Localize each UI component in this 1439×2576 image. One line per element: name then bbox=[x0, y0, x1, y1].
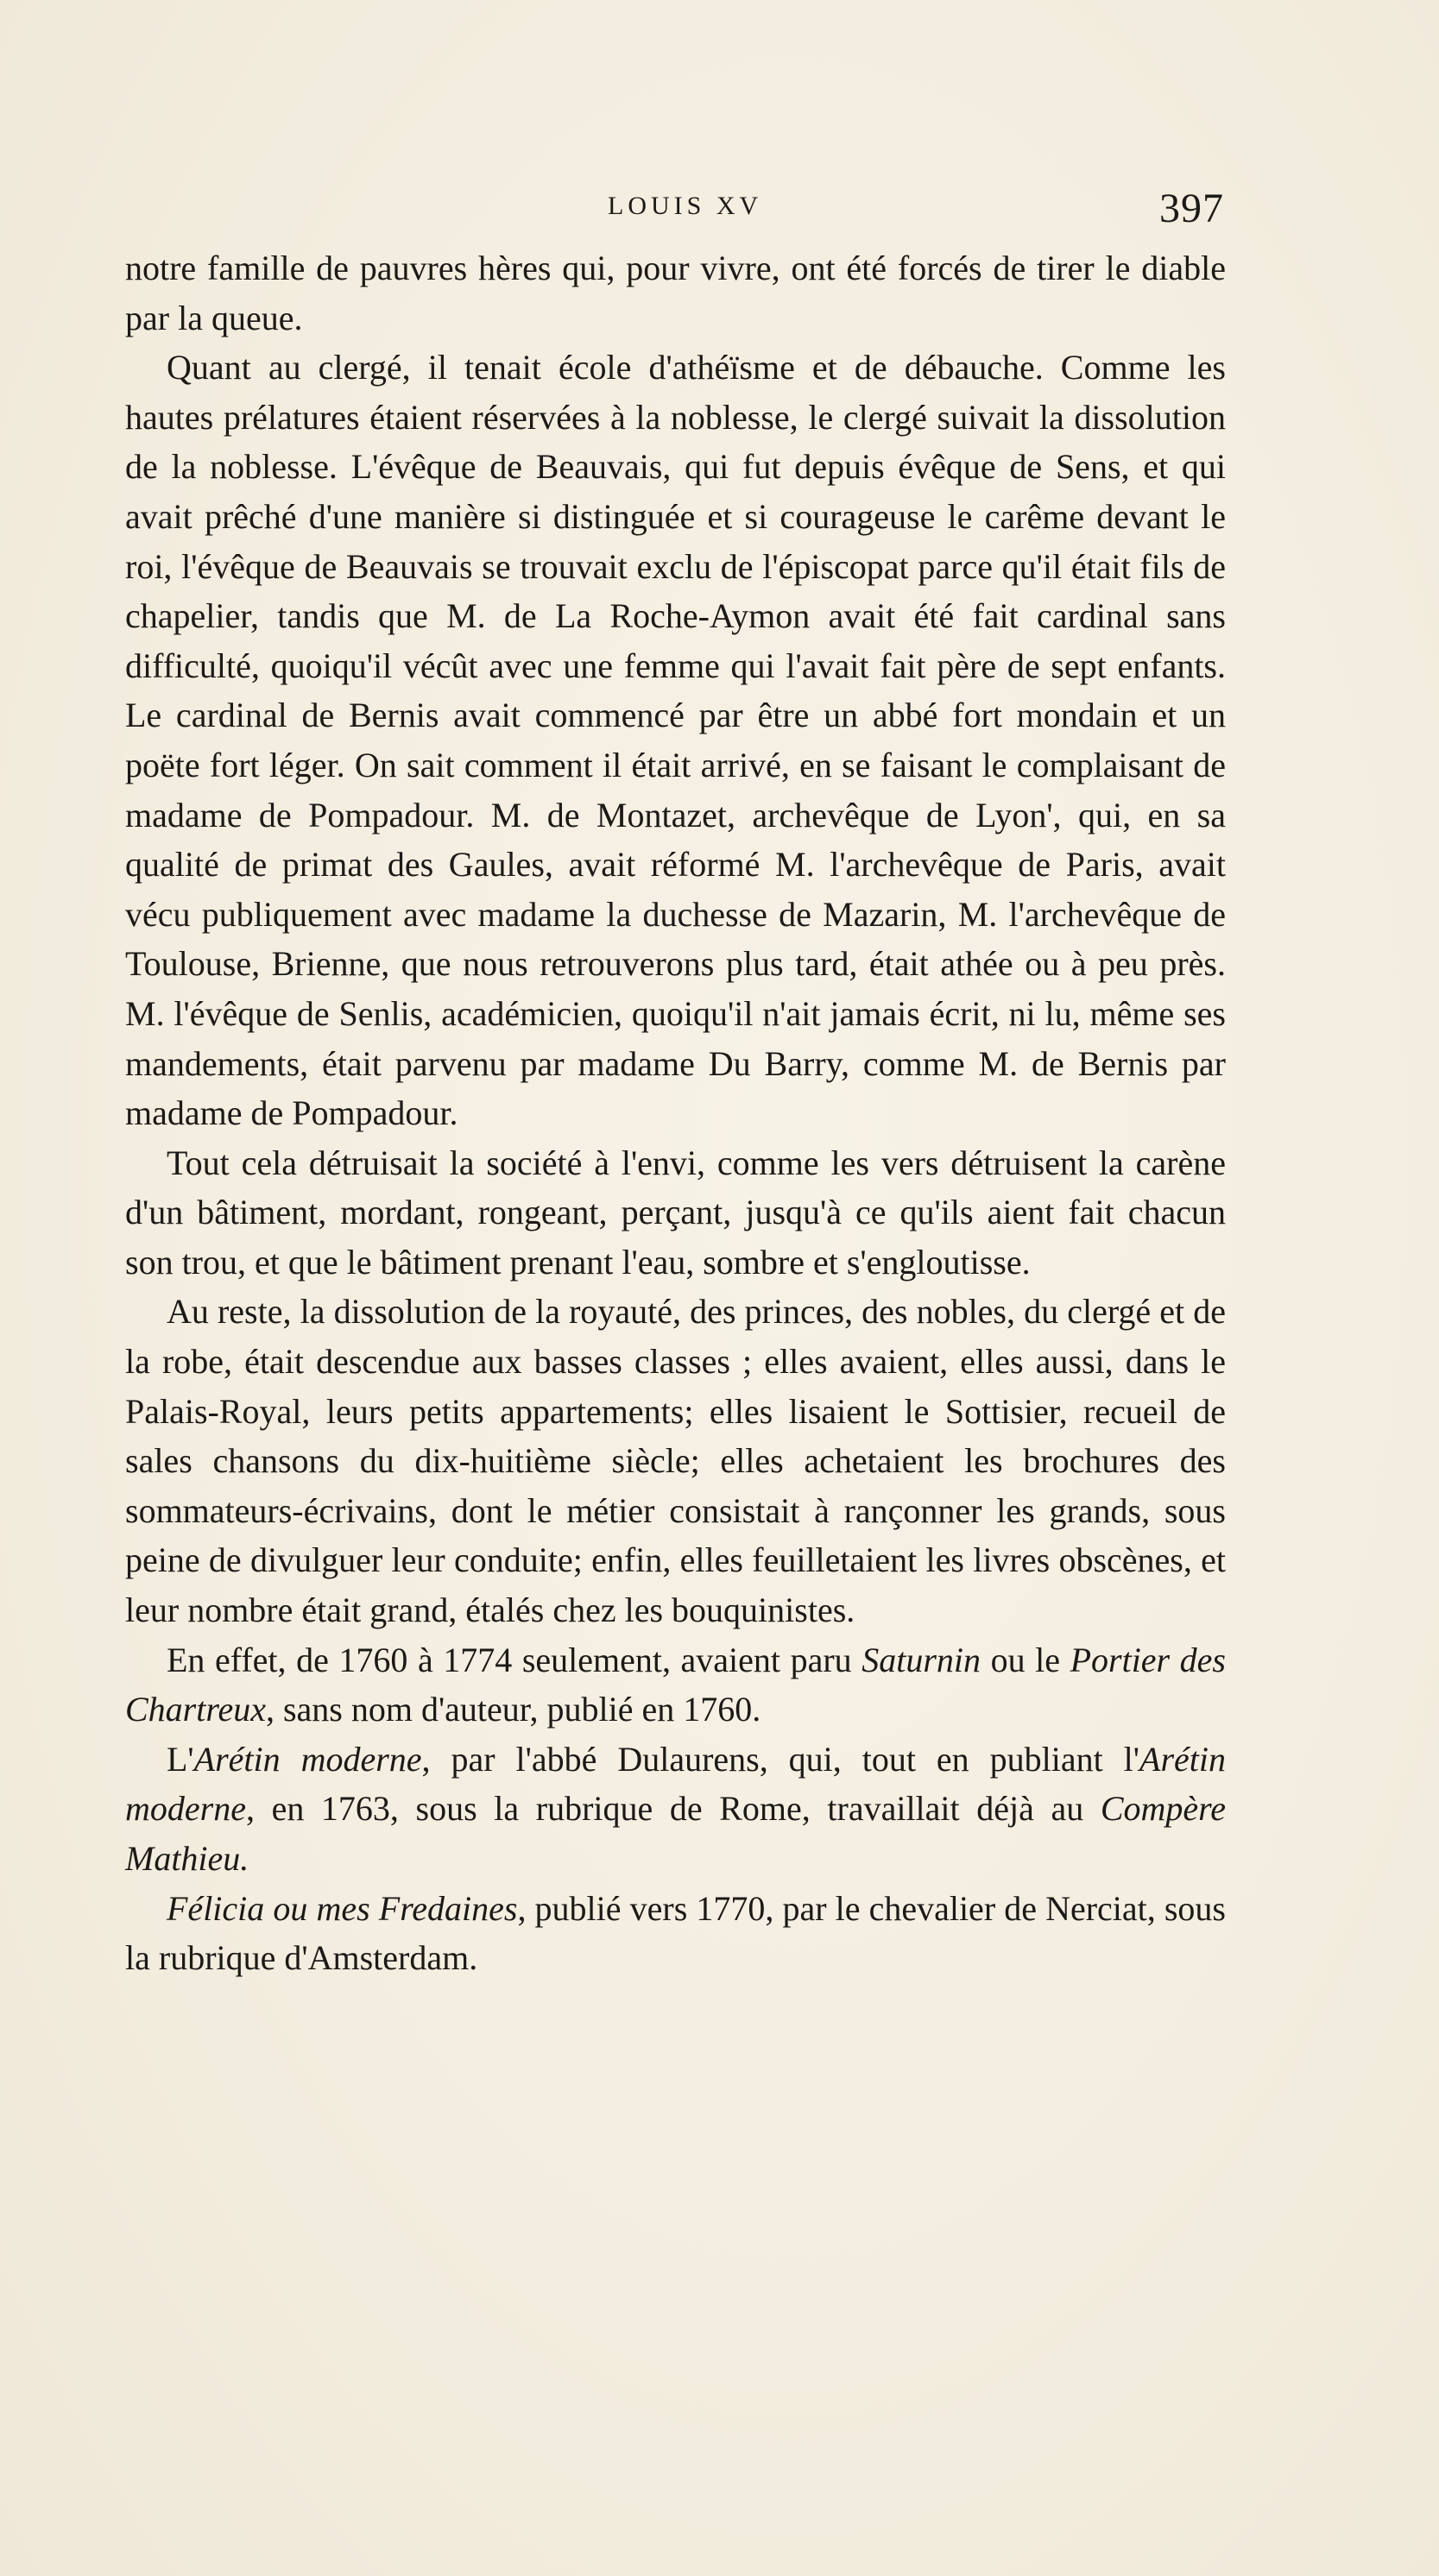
book-title-felicia: Félicia ou mes Fredaines bbox=[167, 1888, 518, 1928]
text-run: Quant au clergé, il tenait école d'athéïsme et de débauche. Comme les hautes prélatures étaient réservées à la noblesse, le clergé suivait la dissolution de la noblesse. L'évêque de Beauvais, qui fut depuis évêque de Sens, et qui avait prêché d'une manière si distinguée et si courageuse le carême devant le roi, l'évêque de Beauvais se trouvait exclu de l'épiscopat parce qu'il était fils de chapelier, tandis que M. de La Roche-Aymon avait été fait cardinal sans difficulté, quoiqu'il vécût avec une femme qui l'avait fait père de sept enfants. Le cardinal de Bernis avait commencé par être un abbé fort mondain et un poëte fort léger. On sait comment il était arrivé, en se faisant le complaisant de madame de Pompadour. M. de Montazet, archevêque de Lyon', qui, en sa qualité de primat des Gaules, avait réformé M. l'archevêque de Paris, avait vécu publiquement avec madame la duchesse de Mazarin, M. l'archevêque de Toulouse, Brienne, que nous retrouverons plus tard, était athée ou à peu près. M. l'évêque de Senlis, académicien, quoiqu'il n'ait jamais écrit, ni lu, même ses mandements, était parvenu par madame Du Barry, comme M. de Bernis par madame de Pompadour. bbox=[125, 348, 1226, 1133]
paragraph bbox=[125, 1287, 1226, 1634]
text-run: notre famille de pauvres hères qui, pour vivre, ont été forcés de tirer le diable par la queue. bbox=[125, 249, 1226, 337]
paragraph bbox=[125, 343, 1226, 1138]
page-header bbox=[128, 185, 1224, 236]
paragraph bbox=[125, 1635, 1226, 1735]
text-run: Tout cela détruisait la société à l'envi, comme les vers détruisent la carène d'un bâtiment, mordant, rongeant, perçant, jusqu'à ce qu'ils aient fait chacun son trou, et que le bâtiment prenant l'eau, sombre et s'engloutisse. bbox=[125, 1143, 1226, 1282]
book-title-portier: Portier des Chartreux bbox=[125, 1640, 1227, 1729]
paragraph bbox=[125, 243, 1226, 343]
text-run: , publié vers 1770, par le chevalier de Nerciat, sous la rubrique d'Amsterdam. bbox=[125, 1888, 1226, 1978]
book-title-aretin: Arétin moderne bbox=[193, 1739, 422, 1779]
book-title-aretin: Arétin moderne bbox=[125, 1739, 1226, 1829]
text-run: En effet, de 1760 à 1774 seulement, avaient paru bbox=[167, 1640, 862, 1679]
text-run: ou le bbox=[981, 1640, 1070, 1679]
paragraph bbox=[125, 1138, 1226, 1288]
running-head: LOUIS XV bbox=[608, 192, 763, 220]
book-title-compere: Compère Mathieu. bbox=[125, 1789, 1226, 1878]
text-run: Au reste, la dissolution de la royauté, des princes, des nobles, du clergé et de la robe, était descendue aux basses classes ; elles avaient, elles aussi, dans le Palais-Royal, leurs petits appartements; elles lisaient le Sottisier, recueil de sales chansons du dix-huitième siècle; elles achetaient les brochures des sommateurs-écrivains, dont le métier consistait à rançonner les grands, sous peine de divulguer leur conduite; enfin, elles feuilletaient les livres obscènes, et leur nombre était grand, étalés chez les bouquinistes. bbox=[125, 1292, 1226, 1630]
text-run: , en 1763, sous la rubrique de Rome, travaillait déjà au bbox=[245, 1789, 1101, 1829]
paragraph bbox=[125, 1735, 1226, 1884]
text-run: , sans nom d'auteur, publié en 1760. bbox=[265, 1690, 761, 1729]
body-text bbox=[125, 243, 1226, 1983]
book-title-saturnin: Saturnin bbox=[862, 1640, 981, 1679]
paragraph bbox=[125, 1884, 1226, 1983]
text-run: , par l'abbé Dulaurens, qui, tout en publiant l' bbox=[421, 1739, 1140, 1779]
text-run: L' bbox=[167, 1739, 194, 1779]
page-number: 397 bbox=[1159, 186, 1224, 231]
